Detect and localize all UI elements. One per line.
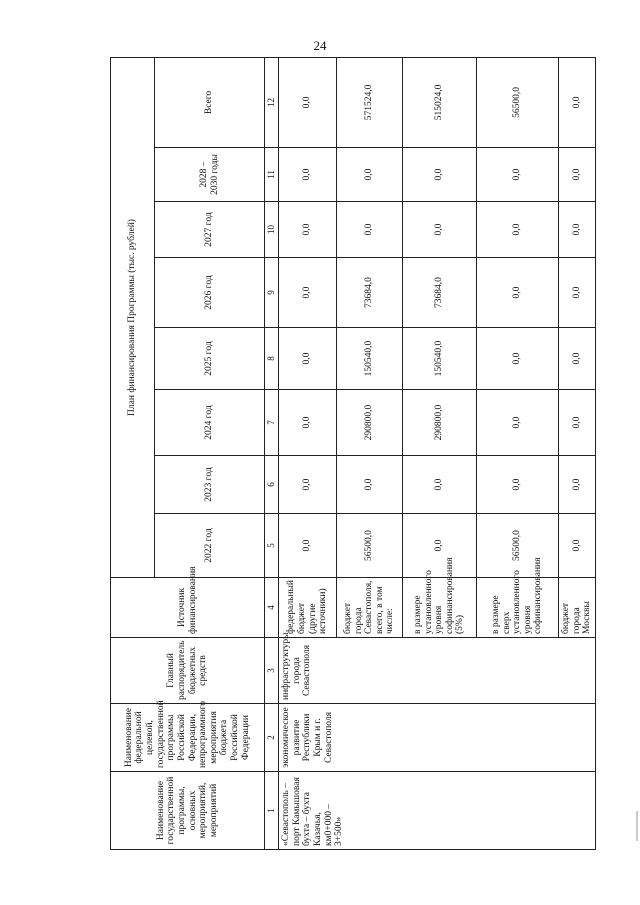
value-cell: 56500,0 <box>477 57 559 147</box>
column-number: 4 <box>265 578 279 638</box>
column-number: 8 <box>265 328 279 390</box>
value-cell: 290800,0 <box>337 390 403 456</box>
source-label: федеральный бюджет (другие источники) <box>279 578 337 638</box>
source-label: в размере сверх установленного уровня софинансирования <box>477 578 559 638</box>
value-cell: 290800,0 <box>403 390 477 456</box>
header-col4: Источник финансирования <box>111 578 265 638</box>
value-cell: 0,0 <box>279 258 337 328</box>
value-cell: 0,0 <box>279 390 337 456</box>
value-cell: 56500,0 <box>337 514 403 578</box>
page-number: 24 <box>313 38 327 53</box>
value-cell: 0,0 <box>477 258 559 328</box>
value-cell: 73684,0 <box>337 258 403 328</box>
value-cell: 73684,0 <box>403 258 477 328</box>
value-cell: 0,0 <box>403 514 477 578</box>
value-cell: 150540,0 <box>403 328 477 390</box>
value-cell: 0,0 <box>279 456 337 514</box>
year-2025: 2025 год <box>155 328 265 390</box>
value-cell: 0,0 <box>403 148 477 202</box>
column-number: 6 <box>265 456 279 514</box>
header-col3: Главный распорядитель бюджетных средств <box>111 638 265 704</box>
value-cell: 0,0 <box>477 456 559 514</box>
value-cell: 0,0 <box>559 148 596 202</box>
source-label: бюджет города Севастополя, всего, в том числе: <box>337 578 403 638</box>
value-cell: 150540,0 <box>337 328 403 390</box>
value-cell: 0,0 <box>279 148 337 202</box>
row-name: «Севастополь – порт Камышовая бухта – бухта Казачья, км0+000 – 3+500» <box>279 772 596 850</box>
value-cell: 0,0 <box>337 202 403 258</box>
scan-edge-mark <box>636 811 638 841</box>
value-cell: 0,0 <box>403 456 477 514</box>
table-frame <box>110 58 593 850</box>
column-number: 12 <box>265 57 279 147</box>
source-label: бюджет города Москвы <box>559 578 596 638</box>
column-number: 11 <box>265 148 279 202</box>
value-cell: 515024,0 <box>403 57 477 147</box>
column-number: 5 <box>265 514 279 578</box>
value-cell: 0,0 <box>337 148 403 202</box>
year-2028-2030: 2028 – 2030 годы <box>155 148 265 202</box>
value-cell: 0,0 <box>559 456 596 514</box>
value-cell: 0,0 <box>559 514 596 578</box>
column-number-row <box>265 57 279 849</box>
value-cell: 0,0 <box>559 390 596 456</box>
year-total: Всего <box>155 57 265 147</box>
value-cell: 0,0 <box>477 148 559 202</box>
column-number: 1 <box>265 772 279 850</box>
financing-table <box>110 57 596 850</box>
year-2024: 2024 год <box>155 390 265 456</box>
column-number: 9 <box>265 258 279 328</box>
value-cell: 0,0 <box>279 57 337 147</box>
value-cell: 0,0 <box>559 258 596 328</box>
value-cell: 0,0 <box>477 202 559 258</box>
value-cell: 0,0 <box>559 57 596 147</box>
value-cell: 0,0 <box>337 456 403 514</box>
header-col2: Наименование федеральной целевой, государственной программы Российской Федерации, непрограммного мероприятия бюджета Российской Федерации <box>111 704 265 772</box>
row-manager: инфраструктуры города Севастополя <box>279 638 596 704</box>
year-2023: 2023 год <box>155 456 265 514</box>
year-2027: 2027 год <box>155 202 265 258</box>
source-label: в размере установленного уровня софинансирования (5%) <box>403 578 477 638</box>
value-cell: 0,0 <box>279 328 337 390</box>
value-cell: 0,0 <box>403 202 477 258</box>
column-number: 7 <box>265 390 279 456</box>
header-row-1 <box>111 57 155 849</box>
value-cell: 0,0 <box>477 328 559 390</box>
rotated-table-container <box>110 58 593 850</box>
year-2026: 2026 год <box>155 258 265 328</box>
column-number: 2 <box>265 704 279 772</box>
value-cell: 571524,0 <box>337 57 403 147</box>
value-cell: 0,0 <box>279 514 337 578</box>
value-cell: 0,0 <box>279 202 337 258</box>
value-cell: 0,0 <box>559 328 596 390</box>
row-program: экономическое развитие Республики Крым и г. Севастополя <box>279 704 596 772</box>
source-row-federal <box>279 57 337 849</box>
year-2022: 2022 год <box>155 514 265 578</box>
column-number: 3 <box>265 638 279 704</box>
value-cell: 0,0 <box>477 390 559 456</box>
plan-title: План финансирования Программы (тыс. рублей) <box>111 57 155 577</box>
column-number: 10 <box>265 202 279 258</box>
value-cell: 0,0 <box>559 202 596 258</box>
value-cell: 56500,0 <box>477 514 559 578</box>
header-col1: Наименование государственной программы, основных мероприятий, мероприятий <box>111 772 265 850</box>
